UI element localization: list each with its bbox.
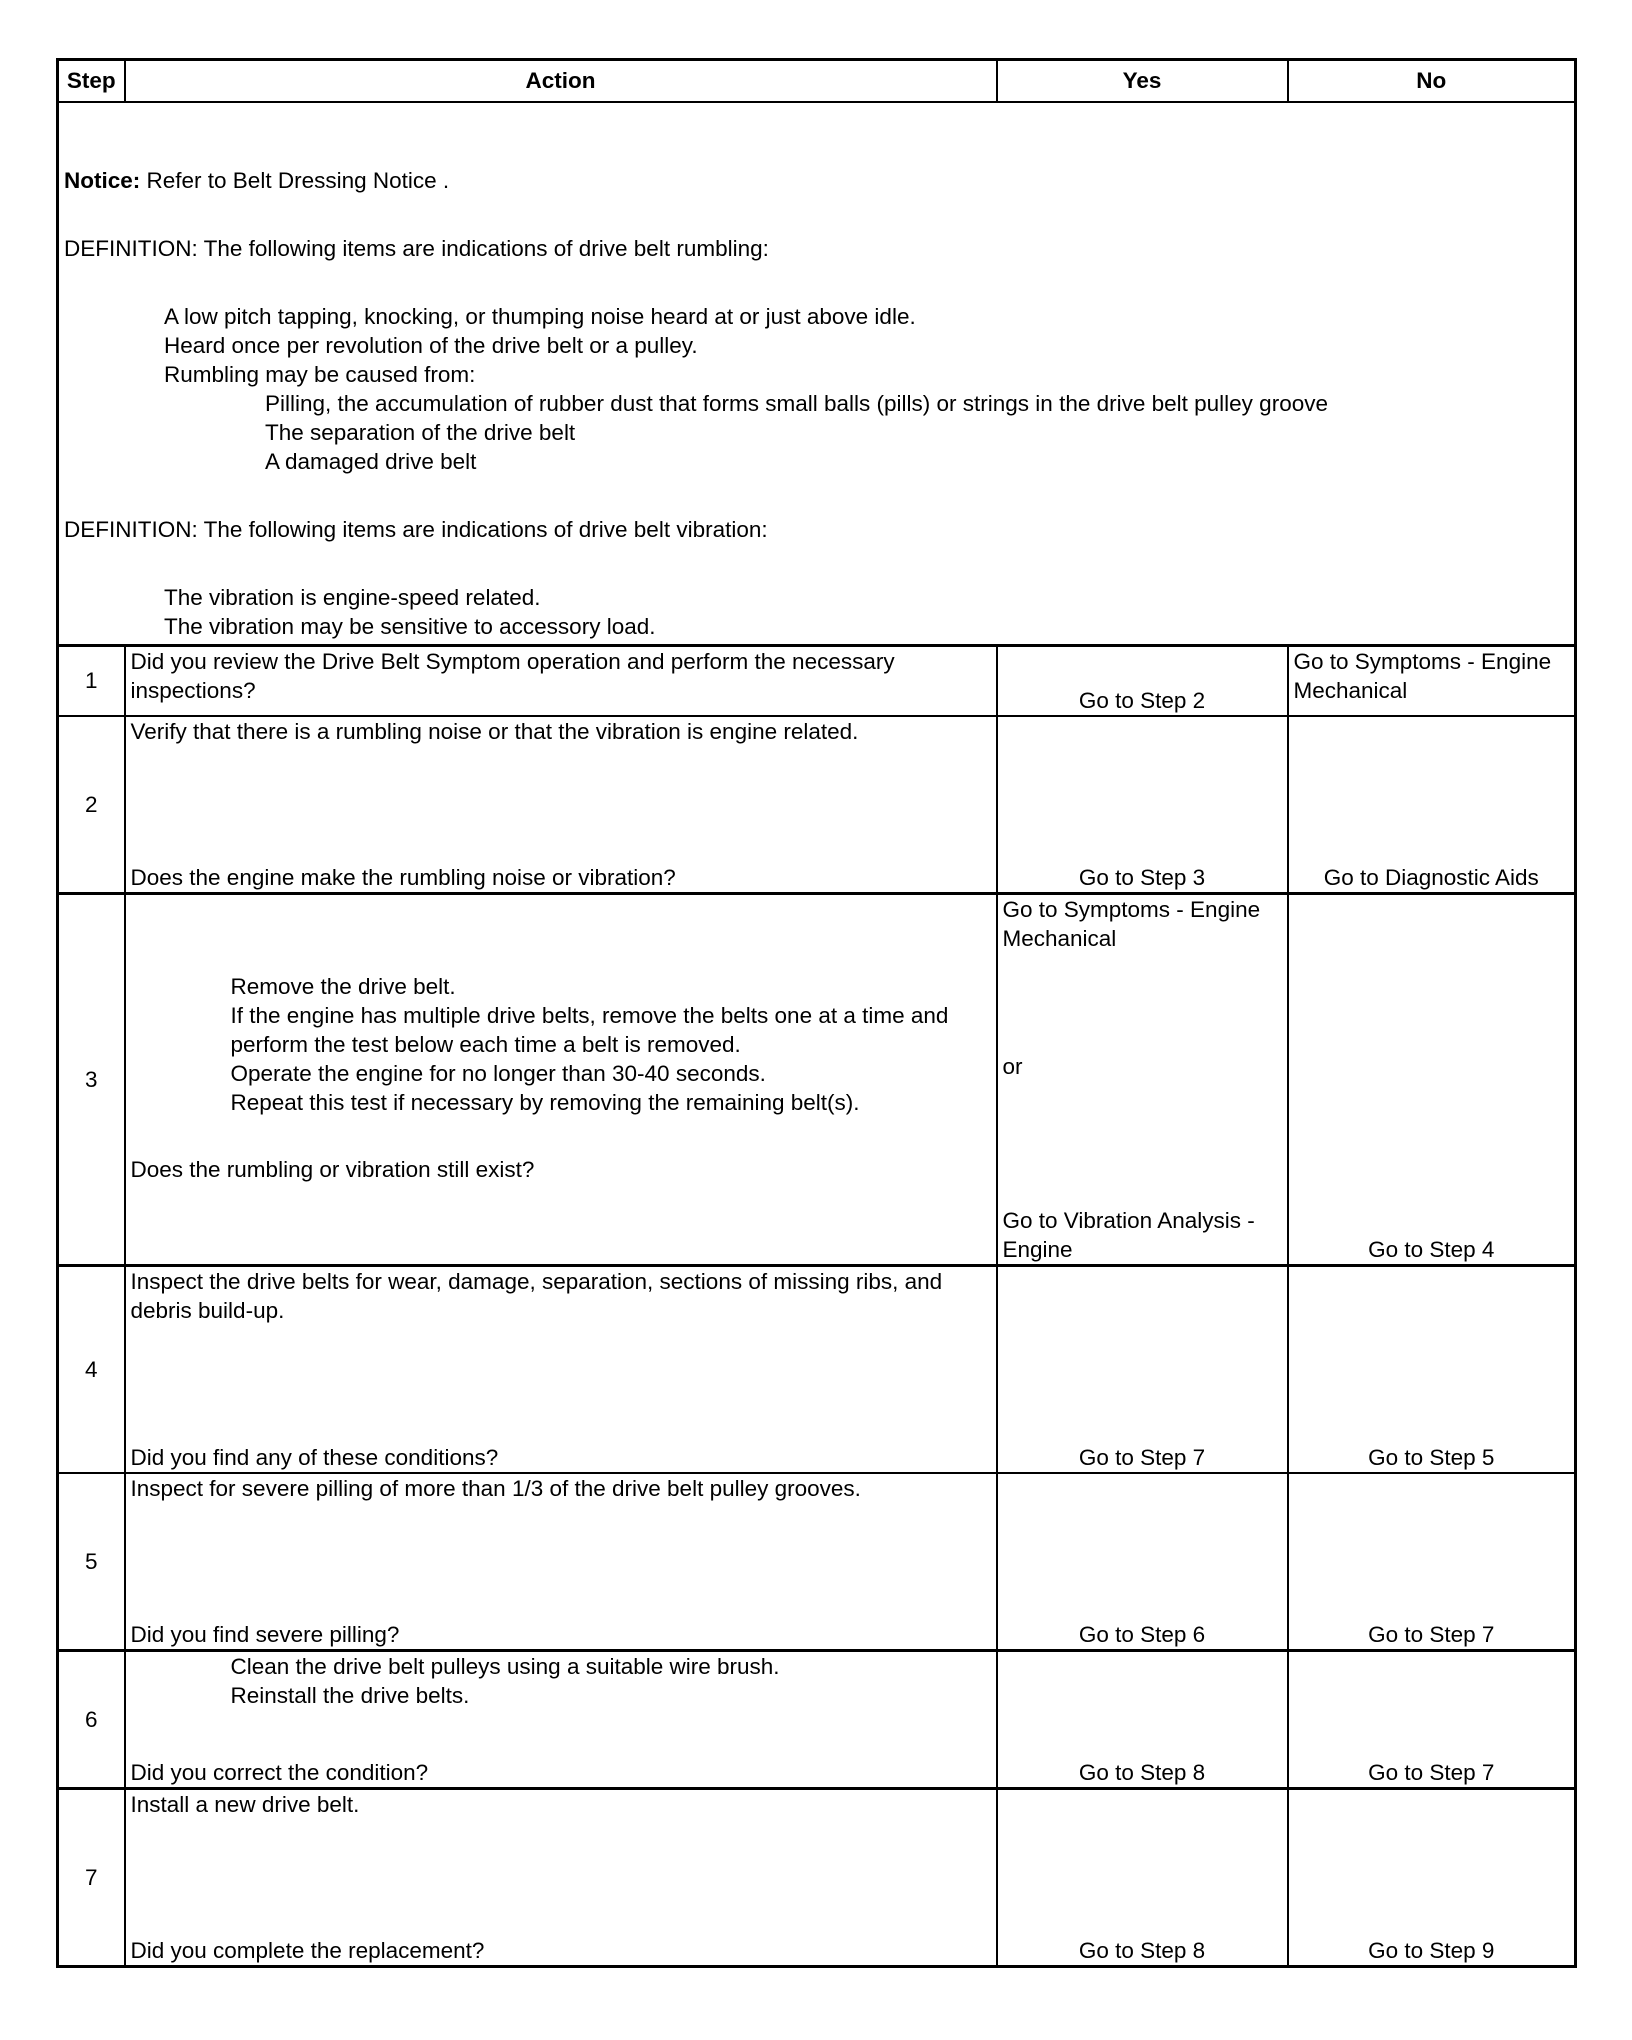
- header-row: [58, 60, 1576, 102]
- step-row-5: [58, 1473, 1576, 1651]
- no-result: Go to Step 5: [1288, 1266, 1576, 1473]
- notice-line: [64, 166, 1569, 195]
- step-action-cell: [125, 894, 997, 1266]
- no-result: Go to Diagnostic Aids: [1288, 716, 1576, 894]
- no-result: Go to Symptoms - Engine Mechanical: [1288, 646, 1576, 716]
- step-instruction: Repeat this test if necessary by removing the remaining belt(s).: [230, 1090, 860, 1115]
- step-action-cell: [125, 1651, 997, 1789]
- vibration-item: The vibration is engine-speed related.: [164, 584, 541, 610]
- step-row-4: [58, 1266, 1576, 1473]
- step-number: 5: [58, 1473, 125, 1651]
- step-number: 6: [58, 1651, 125, 1789]
- step-action: Inspect the drive belts for wear, damage, separation, sections of missing ribs, and debris build-up.: [130, 1269, 943, 1323]
- intro-cell: [58, 102, 1576, 646]
- notice-label: Notice:: [64, 167, 141, 193]
- rumbling-item: Heard once per revolution of the drive belt or a pulley.: [164, 332, 698, 358]
- step-row-7: [58, 1789, 1576, 1967]
- step-question: Did you find severe pilling?: [130, 1622, 400, 1647]
- no-result: Go to Step 7: [1288, 1651, 1576, 1789]
- step-question: Did you correct the condition?: [130, 1760, 429, 1785]
- step-question: Did you find any of these conditions?: [130, 1444, 499, 1470]
- step-action-cell: [125, 1789, 997, 1967]
- step-instruction: Remove the drive belt.: [230, 974, 456, 999]
- step-instruction: Operate the engine for no longer than 30-40 seconds.: [230, 1061, 766, 1086]
- step-instruction: Clean the drive belt pulleys using a suitable wire brush.: [230, 1654, 780, 1679]
- yes-result: Go to Step 6: [997, 1473, 1288, 1651]
- rumbling-cause: The separation of the drive belt: [265, 419, 576, 445]
- yes-result-b: Go to Vibration Analysis - Engine: [1002, 1208, 1255, 1262]
- diagnostic-table: [56, 58, 1577, 1968]
- vibration-item: The vibration may be sensitive to accessory load.: [164, 613, 656, 639]
- no-result: Go to Step 7: [1288, 1473, 1576, 1651]
- yes-result: Go to Step 2: [997, 646, 1288, 716]
- step-action: Did you review the Drive Belt Symptom operation and perform the necessary inspections?: [125, 646, 997, 716]
- yes-result: Go to Step 8: [997, 1651, 1288, 1789]
- rumbling-cause: A damaged drive belt: [265, 448, 477, 474]
- rumbling-cause: Pilling, the accumulation of rubber dust that forms small balls (pills) or strings in the drive belt pulley groove: [265, 390, 1328, 416]
- step-action: Inspect for severe pilling of more than 1/3 of the drive belt pulley grooves.: [130, 1475, 861, 1501]
- diagnostic-table-document: [56, 58, 1574, 1968]
- step-row-3: [58, 894, 1576, 1266]
- no-result: Go to Step 9: [1288, 1789, 1576, 1967]
- step-action-cell: [125, 1266, 997, 1473]
- step-row-1: [58, 646, 1576, 716]
- step-number: 4: [58, 1266, 125, 1473]
- header-step: Step: [58, 60, 125, 102]
- step-action-cell: [125, 1473, 997, 1651]
- step-instruction: If the engine has multiple drive belts, remove the belts one at a time and perform the test below each time a belt is removed.: [230, 1003, 949, 1057]
- yes-result-cell: [997, 894, 1288, 1266]
- header-action: Action: [125, 60, 997, 102]
- step-action: Install a new drive belt.: [130, 1792, 360, 1817]
- rumbling-item: A low pitch tapping, knocking, or thumping noise heard at or just above idle.: [164, 303, 916, 329]
- header-no: No: [1288, 60, 1576, 102]
- yes-result-a: Go to Symptoms - Engine Mechanical: [1002, 897, 1261, 951]
- notice-text: Refer to Belt Dressing Notice .: [140, 167, 450, 193]
- vibration-definition: DEFINITION: The following items are indications of drive belt vibration:: [64, 516, 768, 542]
- step-number: 3: [58, 894, 125, 1266]
- step-question: Does the rumbling or vibration still exist?: [130, 1157, 535, 1182]
- rumbling-definition: DEFINITION: The following items are indications of drive belt rumbling:: [64, 235, 769, 261]
- rumbling-item: Rumbling may be caused from:: [164, 361, 476, 387]
- step-question: Did you complete the replacement?: [130, 1938, 485, 1963]
- step-question: Does the engine make the rumbling noise or vibration?: [130, 865, 676, 890]
- yes-result: Go to Step 7: [997, 1266, 1288, 1473]
- header-yes: Yes: [997, 60, 1288, 102]
- step-action: Verify that there is a rumbling noise or that the vibration is engine related.: [130, 718, 859, 744]
- no-result: Go to Step 4: [1288, 894, 1576, 1266]
- yes-result: Go to Step 8: [997, 1789, 1288, 1967]
- intro-row: [58, 102, 1576, 646]
- yes-result: Go to Step 3: [997, 716, 1288, 894]
- step-number: 7: [58, 1789, 125, 1967]
- step-instruction: Reinstall the drive belts.: [230, 1683, 470, 1708]
- step-row-6: [58, 1651, 1576, 1789]
- step-row-2: [58, 716, 1576, 894]
- step-action-cell: [125, 716, 997, 894]
- step-number: 1: [58, 646, 125, 716]
- step-number: 2: [58, 716, 125, 894]
- yes-or: or: [1002, 1054, 1023, 1079]
